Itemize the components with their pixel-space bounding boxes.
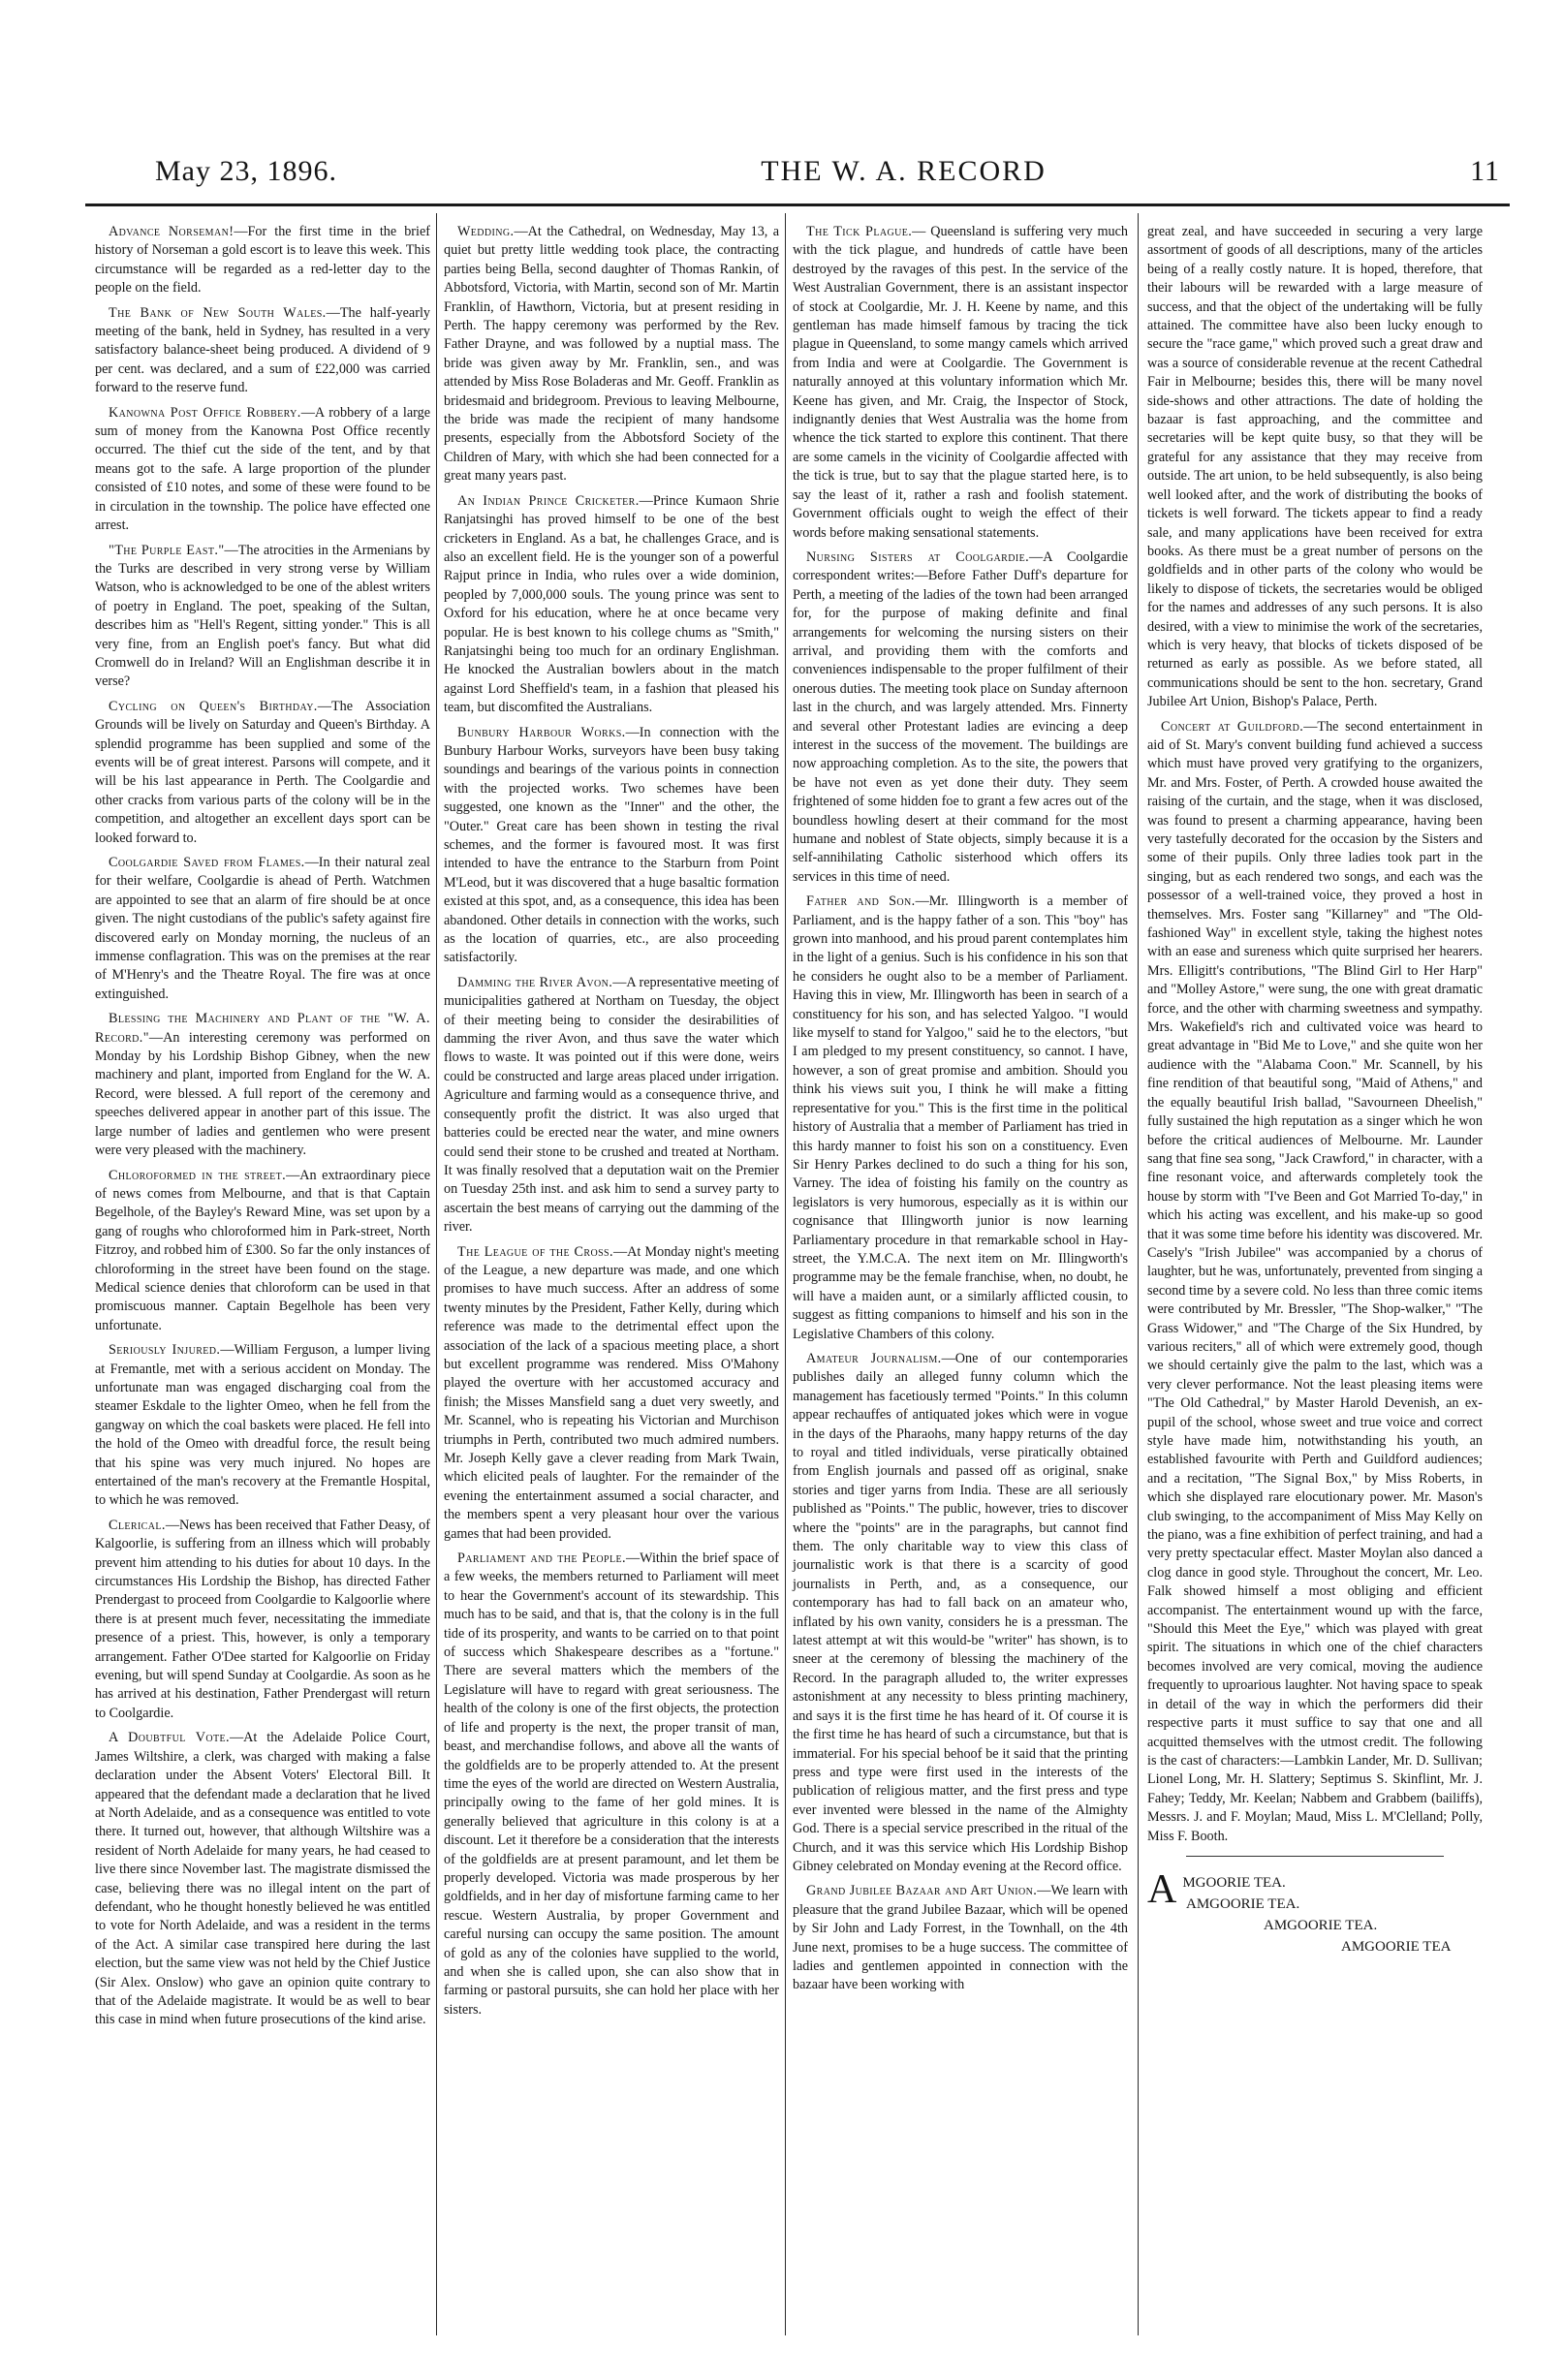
ad-line: AMGOORIE TEA [1341, 1938, 1452, 1955]
article-headline: Grand Jubilee Bazaar and Art Union. [806, 1883, 1038, 1899]
article-paragraph [444, 974, 779, 1237]
article-body: —William Ferguson, a lumper living at Fremantle, met with a serious accident on Monday. The unfortunate man was engaged discharging coal from the steamer Eskdale to the lighter Omeo, when he fell from the gangway on which the coal baskets were placed. He fell into the hold of the Omeo with dreadful force, the result being that his spine was very much injured. No hopes are entertained of the man's recovery at the Fremantle Hospital, to which he was removed. [95, 1342, 430, 1509]
article-headline: "The Purple East." [109, 542, 225, 558]
article-headline: The League of the Cross. [457, 1243, 613, 1260]
article-paragraph [793, 548, 1128, 887]
article-headline: Father and Son. [806, 893, 916, 910]
advertisement-separator [1186, 1856, 1444, 1857]
issue-date: May 23, 1896. [155, 155, 337, 187]
article-body: —In their natural zeal for their welfare, Coolgardie is ahead of Perth. Watchmen are appointed to see that an alarm of fire should be at once given. The night custodians of the public's safety against fire discovered early on Monday morning, the nucleus of an immense conflagration. This was on the premises at the rear of M'Henry's and the Theatre Royal. The fire was at once extinguished. [95, 855, 431, 1002]
article-headline: Wedding. [457, 224, 515, 239]
article-paragraph [95, 1341, 430, 1511]
article-body: —At Monday night's meeting of the League, a new departure was made, and one which promises to have much success. After an address of some twenty minutes by the President, Father Kelly, during which reference was made to the detrimental effect upon the association of the lack of a spacious meeting place, a short but excellent programme was rendered. Miss O'Mahony played the overture with her accustomed accuracy and finish; the Misses Mansfield sang a duet very sweetly, and Mr. Scannel, who is repeating his Victorian and Murchison triumphs in Perth, contributed two much admired numbers. Mr. Joseph Kelly gave a clever reading from Mark Twain, which elicited peals of laughter. For the remainder of the evening the entertainment assumed a social character, and the members spent a very pleasant hour over the various games that had been provided. [444, 1243, 780, 1542]
masthead-rule [85, 204, 1510, 206]
article-headline: Chloroformed in the street. [109, 1167, 287, 1183]
article-headline: Advance Norseman! [109, 224, 234, 239]
article-headline: Concert at Guildford. [1161, 718, 1304, 735]
article-body: —Mr. Illingworth is a member of Parliament, and is the happy father of a son. This "boy" has grown into manhood, and his proud parent contemplates him in the light of a genius. Such is his confidence in his son that he considers he ought also to be a member of Parliament. Having this in view, Mr. Illingworth has been in search of a constituency for his son, and has selected Yalgoo. "I would like myself to stand for Yalgoo," said he to the electors, "but I am pledged to my present constituency, so cannot. I have, however, a son of great promise and ambition. Should you think his views suit you, I think he will make a fitting representative for you." This is the first time in the political history of Australia that a member of Parliament has tried in this hardy manner to foist his son on a constituency. Even Sir Henry Parkes declined to do such a thing for his son, Varney. The idea of foisting his family on the country as legislators is very humorous, especially as it is within our cognisance that Illingworth junior is now learning Parliamentary procedure in that remarkable school in Hay-street, the Y.M.C.A. The next item on Mr. Illingworth's programme may be the female franchise, when, no doubt, he will have a maiden aunt, or a similarly afflicted cousin, to suggest as fitting companions to himself and his son in the Legislative Chambers of this colony. [793, 893, 1128, 1342]
article-headline: Bunbury Harbour Works. [457, 724, 626, 740]
column-4 [1147, 223, 1483, 1957]
article-paragraph [95, 223, 430, 298]
article-paragraph [793, 892, 1128, 1344]
article-paragraph [95, 1167, 430, 1336]
article-headline: Blessing the Machinery and Plant of the "W. A. Record." [95, 1011, 430, 1046]
article-paragraph [444, 223, 779, 486]
article-paragraph [444, 1550, 779, 2020]
article-paragraph [95, 1010, 430, 1160]
column-3 [793, 223, 1128, 2001]
article-paragraph [95, 1729, 430, 2030]
article-body: —News has been received that Father Deasy, of Kalgoorlie, is suffering from an illness which will probably prevent him attending to his duties for about 10 days. In the circumstances His Lordship the Bishop, has directed Father Prendergast to proceed from Coolgardie to Kalgoorlie where there is at present much fever, necessitating the immediate presence of a priest. This, however, is only a temporary arrangement. Father O'Dee started for Kalgoorlie on Friday evening, but will spend Sunday at Coolgardie. As soon as he has arrived at his destination, Father Prendergast will return to Coolgardie. [95, 1517, 430, 1721]
page-number: 11 [1470, 155, 1500, 187]
article-paragraph [444, 1243, 779, 1545]
article-headline: Kanowna Post Office Robbery. [109, 404, 301, 421]
article-headline: Nursing Sisters at Coolgardie. [806, 548, 1030, 565]
masthead [85, 155, 1510, 194]
ad-line: AMGOORIE TEA. [1264, 1917, 1378, 1933]
article-paragraph [444, 724, 779, 968]
article-headline: Amateur Journalism. [806, 1350, 942, 1366]
article-paragraph [793, 1350, 1128, 1876]
article-headline: The Bank of New South Wales. [109, 304, 327, 321]
article-headline: Cycling on Queen's Birthday. [109, 698, 318, 714]
article-paragraph [793, 223, 1128, 543]
ad-line: AMGOORIE TEA. [1186, 1895, 1300, 1912]
article-body: —Prince Kumaon Shrie Ranjatsinghi has proved himself to be one of the best cricketers in England. As a bat, he challenges Grace, and is also an excellent field. He is the younger son of a powerful Rajput prince in India, who rules over a wide dominion, peopled by 7,000,000 souls. The young prince was sent to Oxford for his education, where he at once became very popular. He is best known to his college chums as "Smith," Ranjatsinghi being too much for an ordinary Englishman. He knocked the Australian bowlers about in the match against Lord Sheffield's team, in a fashion that pleased his team, but discomfited the Australians. [444, 492, 779, 716]
column-divider [785, 213, 786, 2335]
article-body: —In connection with the Bunbury Harbour Works, surveyors have been busy taking soundings and bearings of the various points in connection with the projected works. Two schemes have been suggested, one known as the "Inner" and the other, the "Outer." Great care has been shown in testing the rival schemes, and the former is favoured most. It was first intended to have the entrance to the Starburn from Point M'Leod, but it was discovered that a huge basaltic formation existed at this spot, and, as a consequence, this idea has been abandoned. Other details in connection with the works, such as the location of quarries, etc., are also proceeding satisfactorily. [444, 724, 779, 966]
article-paragraph [793, 1882, 1128, 1994]
article-headline: Clerical. [109, 1517, 166, 1533]
article-paragraph [95, 542, 430, 692]
article-headline: Seriously Injured. [109, 1342, 221, 1359]
article-paragraph [444, 492, 779, 718]
newspaper-title: THE W. A. RECORD [761, 155, 1047, 187]
article-body: —The atrocities in the Armenians by the Turks are described in very strong verse by William Watson, who is acknowledged to be one of the ablest writers of poetry in England. The poet, speaking of the Sultan, describes him as "Hell's Regent, sitting yonder." This is all very fine, from an English poet's fancy. But what did Cromwell do in Ireland? Will an Englishman describe it in verse? [95, 542, 430, 690]
article-paragraph [1147, 718, 1483, 1846]
article-paragraph [95, 698, 430, 848]
ad-drop-letter: A [1147, 1866, 1177, 1912]
article-paragraph [95, 404, 430, 536]
article-headline: An Indian Prince Cricketer. [457, 492, 640, 509]
article-paragraph [95, 304, 430, 398]
article-headline: The Tick Plague. [806, 224, 913, 239]
article-paragraph [95, 854, 430, 1004]
article-body: —A representative meeting of municipalities gathered at Northam on Tuesday, the object of their meeting being to consider the desirabilities of damming the river Avon, and thus save the water which flows to waste. It was pointed out if this were done, weirs could be constructed and large areas placed under irrigation. Agriculture and farming would as a consequence thrive, and consequently profit the district. It was also urged that batteries could be erected near the water, and mine owners could send their stone to be crushed and treated at Northam. It was finally resolved that a deputation wait on the Premier on Tuesday 25th inst. and ask him to send a survey party to ascertain the best means of carrying out the damming of the river. [444, 974, 779, 1236]
column-1 [95, 223, 430, 2036]
tea-advertisement [1147, 1866, 1483, 1957]
column-divider [1138, 213, 1139, 2335]
column-4-articles [1147, 223, 1483, 1846]
article-body: —The Association Grounds will be lively on Saturday and Queen's Birthday. A splendid programme has been supplied and some of the events will be of great interest. Parsons will compete, and it will be his last appearance in Perth. The Coolgardie and other cracks from various parts of the colony will be in the competition, and altogether an excellent days sport can be looked forward to. [95, 698, 431, 846]
column-divider [436, 213, 437, 2335]
article-paragraph [95, 1517, 430, 1723]
column-2 [444, 223, 779, 2025]
article-body: —At the Adelaide Police Court, James Wiltshire, a clerk, was charged with making a false declaration under the Absent Voters' Electoral Bill. It appeared that the defendant made a declaration that he lived at North Adelaide, and as a consequence was entitled to vote there. It turned out, however, that although Wiltshire was a resident of North Adelaide for many years, he had ceased to live there since November last. The magistrate dismissed the case, believing there was no illegal intent on the part of defendant, who he thought honestly believed he was entitled to vote for North Adelaide, and was a resident in the terms of the Act. A similar case transpired here during the last election, but the same view was not held by the Chief Justice (Sir Alex. Onslow) who gave an opinion quite contrary to that of the Adelaide magistrate. It would be as well to bear this case in mind when future prosecutions of the kind arise. [95, 1730, 430, 2028]
article-body: —The half-yearly meeting of the bank, held in Sydney, has resulted in a very satisfactory balance-sheet being produced. A dividend of 9 per cent. was declared, and a sum of £22,000 was carried forward to the reserve fund. [95, 304, 430, 396]
newspaper-page [85, 155, 1510, 2355]
article-body: —Within the brief space of a few weeks, the members returned to Parliament will meet to hear the Government's account of its stewardship. This much has to be said, and that is, that the colony is in the full tide of its prosperity, and wants to be carried on to that point of success which Shakespeare describes as a "fortune." There are several matters which the members of the Legislature will have to regard with great seriousness. The health of the colony is one of the first objects, the protection of life and property is the next, the proper transit of man, beast, and merchandise follows, and above all the wants of the goldfields are to be properly attended to. At the present time the eyes of the world are directed on Western Australia, principally owing to the fame of her gold mines. It is generally believed that agriculture in this colony is at a discount. Let it therefore be a consideration that the interests of the goldfields are at present paramount, and let them be properly developed. Victoria was made prosperous by her goldfields, and in her day of misfortune farming came to her rescue. Western Australia, by proper Government and careful nursing can occupy the same position. The amount of gold as any of the colonies have supplied to the world, and when she is called upon, she can also show that in farming or pastoral pursuits, she can hold her place with her sisters. [444, 1550, 779, 2018]
article-body: great zeal, and have succeeded in securing a very large assortment of goods of all descriptions, many of the articles being of a really costly nature. It is hoped, therefore, that their labours will be rewarded with a large measure of success, and that the object of the undertaking will be fully attained. The committee have also been lucky enough to secure the "race game," which proved such a great draw and was a source of considerable revenue at the recent Cathedral Fair in Melbourne; besides this, there will be many novel side-shows and other attractions. The date of holding the bazaar is fast approaching, and the committee and secretaries will be kept quite busy, so that they will be grateful for any assistance that they may receive from outside. The art union, to be held subsequently, is also being well looked after, and the work of distributing the books of tickets is well forward. The tickets appear to find a ready sale, and many applications have been received for extra books. As there must be a great number of persons on the goldfields and in other parts of the colony who would be likely to dispose of tickets, the secretaries would be obliged for the names and addresses of any such persons. It is also desired, with a view to minimise the work of the secretaries, which is very heavy, that blocks of tickets disposed of be returned as early as possible. As we before stated, all communications should be sent to the hon. secretary, Grand Jubilee Art Union, Bishop's Palace, Perth. [1147, 224, 1483, 710]
article-body: —An interesting ceremony was performed on Monday by his Lordship Bishop Gibney, when the new machinery and plant, imported from England for the W. A. Record, were blessed. A full report of the ceremony and speeches delivered appear in another part of this issue. The large number of ladies and gentlemen who were present were very pleased with the machinery. [95, 1029, 430, 1159]
article-body: —An extraordinary piece of news comes from Melbourne, and that is that Captain Begelhole, of the Bayley's Reward Mine, was set upon by a gang of roughs who chloroformed him in Park-street, North Fitzroy, and robbed him of £300. So far the only instances of chloroforming in the street have been found on the stage. Medical science denies that chloroform can be used in that promiscuous manner. Captain Begelhole has been very unfortunate. [95, 1167, 430, 1333]
article-headline: Damming the River Avon. [457, 974, 613, 990]
article-body: —A robbery of a large sum of money from the Kanowna Post Office recently occurred. The thief cut the side of the tent, and by that means got to the safe. A large proportion of the plunder consisted of £10 notes, and some of these were found to be in circulation in the township. The police have effected one arrest. [95, 404, 430, 534]
article-headline: Parliament and the People. [457, 1550, 626, 1567]
article-body: —We learn with pleasure that the grand Jubilee Bazaar, which will be opened by Sir John and Lady Forrest, in the Townhall, on the 4th June next, promises to be a huge success. The committee of ladies and gentlemen appointed in connection with the bazaar have been working with [793, 1883, 1128, 1993]
article-body: —One of our contemporaries publishes daily an alleged funny column which the management has facetiously termed "Points." In this column appear rechauffes of antiquated jokes which were in vogue in the days of the Pharaohs, many happy returns of the day to royal and titled individuals, verse piratically obtained from English journals and passed off as original, snake stories and tiger yarns from India. These are all seriously published as "Points." The public, however, tries to discover where the "points" are in the paragraphs, but cannot find them. The only charitable way to view this class of journalistic work is that there is a scarcity of good journalists in Perth, and, as a consequence, our contemporary has had to fall back on an amateur who, inflated by his own vanity, considers he is a pressman. The latest attempt at wit this would-be "writer" has shown, is to sneer at the ceremony of blessing the machinery of the Record. In the paragraph alluded to, the writer expresses astonishment at any necessity to bless printing machinery, and says it is the first time he has heard of it. Of course it is the first time he has heard of such a circumstance, but that is immaterial. For his special behoof be it said that the printing press and type were first used in the interests of the publication of religious matter, and the first press and type ever invented were blessed in the name of the Almighty God. There is a special service prescribed in the ritual of the Church, and it was this service which His Lordship Bishop Gibney celebrated on Monday evening at the Record office. [793, 1350, 1128, 1874]
article-paragraph [1147, 223, 1483, 712]
article-headline: Coolgardie Saved from Flames. [109, 855, 305, 870]
ad-line [1147, 1866, 1483, 1912]
article-body: —For the first time in the brief history of Norseman a gold escort is to leave this week. This circumstance will be regarded as a red-letter day to the people on the field. [95, 224, 430, 297]
article-headline: A Doubtful Vote. [109, 1730, 230, 1746]
article-body: —At the Cathedral, on Wednesday, May 13, a quiet but pretty little wedding took place, the contracting parties being Bella, second daughter of Thomas Rankin, of Abbotsford, Victoria, with Martin, second son of Mr. Martin Franklin, of Hawthorn, Victoria, but at present residing in Perth. The happy ceremony was performed by the Rev. Father Drayne, and was followed by a nuptial mass. The bride was given away by Mr. Franklin, sen., and was attended by Miss Rose Boladeras and Mr. Geoff. Franklin as bridesmaid and bridegroom. Previous to leaving Melbourne, the bride was made the recipient of many handsome presents, especially from the Abbotsford Society of the Children of Mary, with which she had been connected for a great many years past. [444, 224, 779, 485]
article-body: —The second entertainment in aid of St. Mary's convent building fund achieved a success which must have proved very gratifying to the organizers, Mr. and Mrs. Foster, of Perth. A crowded house awaited the raising of the curtain, and the stage, when it was disclosed, was found to present a charming appearance, having been very tastefully decorated for the occasion by the Sisters and some of their pupils. Only three ladies took part in the singing, but as each rendered two songs, and each was the possessor of a well-trained voice, they proved a host in themselves. Mrs. Foster sang "Killarney" and "The Old-fashioned Way" in excellent style, taking the highest notes with an ease and sureness which quite surprised her hearers. Mrs. Elligitt's contributions, "The Blind Girl to Her Harp" and "Molley Astore," were sung, the one with great dramatic force, and the other with charming sweetness and sympathy. Mrs. Wakefield's rich and cultivated voice was heard to great advantage in "Bid Me to Love," and she quite won her audience with the "Alabama Coon." Mr. Scannell, by his fine rendition of that beautiful song, "Maid of Athens," and the equally beautiful Irish ballad, "Savourneen Dheelish," fully sustained the high reputation as a singer which he won before the critical audiences of Melbourne. Mr. Launder sang that fine sea song, "Jack Crawford," in character, with a fine resonant voice, and afterwards completely took the house by storm with "I've Been and Got Married To-day," in which his acting was excellent, and his make-up so good that it was some time before his identity was discovered. Mr. Casely's "Irish Jubilee" was accompanied by a chorus of laughter, but he was, unfortunately, prevented from singing a second time by a severe cold. No less than three comic items were contributed by Mr. Bressler, "The Shop-walker," "The Grass Widower," and "The Charge of the Six Hundred, by various reciters," all of which were extremely good, though we should certainly give the palm to the last, which was a very clever performance. Not the least pleasing items were "The Old Cathedral," by Master Harold Devenish, an ex-pupil of the school, whose sweet and true voice and correct style have made him, notwithstanding his youth, an established favourite with Perth and Guildford audiences; and a recitation, "The Signal Box," by Miss Roberts, in which she displayed rare elocutionary power. Mr. Mason's club swinging, to the accompaniment of Miss May Kelly on the piano, was a fine exhibition of perfect training, and had a very pretty spectacular effect. Master Moylan also danced a clog dance in good style. Throughout the concert, Mr. Leo. Falk showed himself a most obliging and efficient accompanist. The entertainment wound up with the farce, "Should this Meet the Eye," which was played with great spirit. The situations in which one of the chief characters becomes involved are very comical, moving the audience frequently to uproarious laughter. Not having space to speak in detail of the way in which the performers did their respective parts it must suffice to say that one and all acquitted themselves with the utmost credit. The following is the cast of characters:—Lambkin Lander, Mr. D. Sullivan; Lionel Long, Mr. H. Slattery; Septimus S. Skinflint, Mr. J. Fahey; Teddy, Mr. Keelan; Nabbem and Grabbem (bailiffs), Messrs. J. and F. Moylan; Maud, Miss L. M'Clelland; Polly, Miss F. Booth. [1147, 718, 1483, 1844]
ad-line-text: MGOORIE TEA. [1182, 1874, 1286, 1891]
article-body: — Queensland is suffering very much with the tick plague, and hundreds of cattle have been destroyed by the ravages of this pest. In the service of the West Australian Government, there is an assistant inspector of stock at Coolgardie, Mr. J. H. Keene by name, and this gentleman has made himself famous by tracing the tick plague in Queensland, to some mangy camels which arrived from India and were at Coolgardie. The Government is naturally annoyed at this voluntary information which Mr. Keene has given, and Mr. Craig, the Inspector of Stock, indignantly denies that West Australia was the home from whence the tick started to explore this continent. That there are some camels in the vicinity of Coolgardie affected with the tick is true, but to say that the plague started here, is to say the least of it, rather a rash and foolish statement. Government officials ought to weigh the effect of their words before making sensational statements. [793, 224, 1128, 541]
article-body: —A Coolgardie correspondent writes:—Before Father Duff's departure for Perth, a meeting of the ladies of the town had been arranged for, for the purpose of making definite and final arrangements for welcoming the nursing sisters on their arrival, and providing them with the comforts and conveniences indispensable to the proper fulfilment of their onerous duties. The meeting took place on Sunday afternoon last in the church, and was largely attended. Mrs. Finnerty and several other Protestant ladies are evincing a deep interest in the success of the movement. The buildings are now approaching completion. As to the site, the powers that be have not even as yet done their duty. They seem frightened of some hidden foe to grant a few acres out of the boundless howling desert at their command for the most humane and noblest of State objects, simply because it is a self-annihilating Catholic sisterhood which offers its services in this time of need. [793, 548, 1128, 885]
